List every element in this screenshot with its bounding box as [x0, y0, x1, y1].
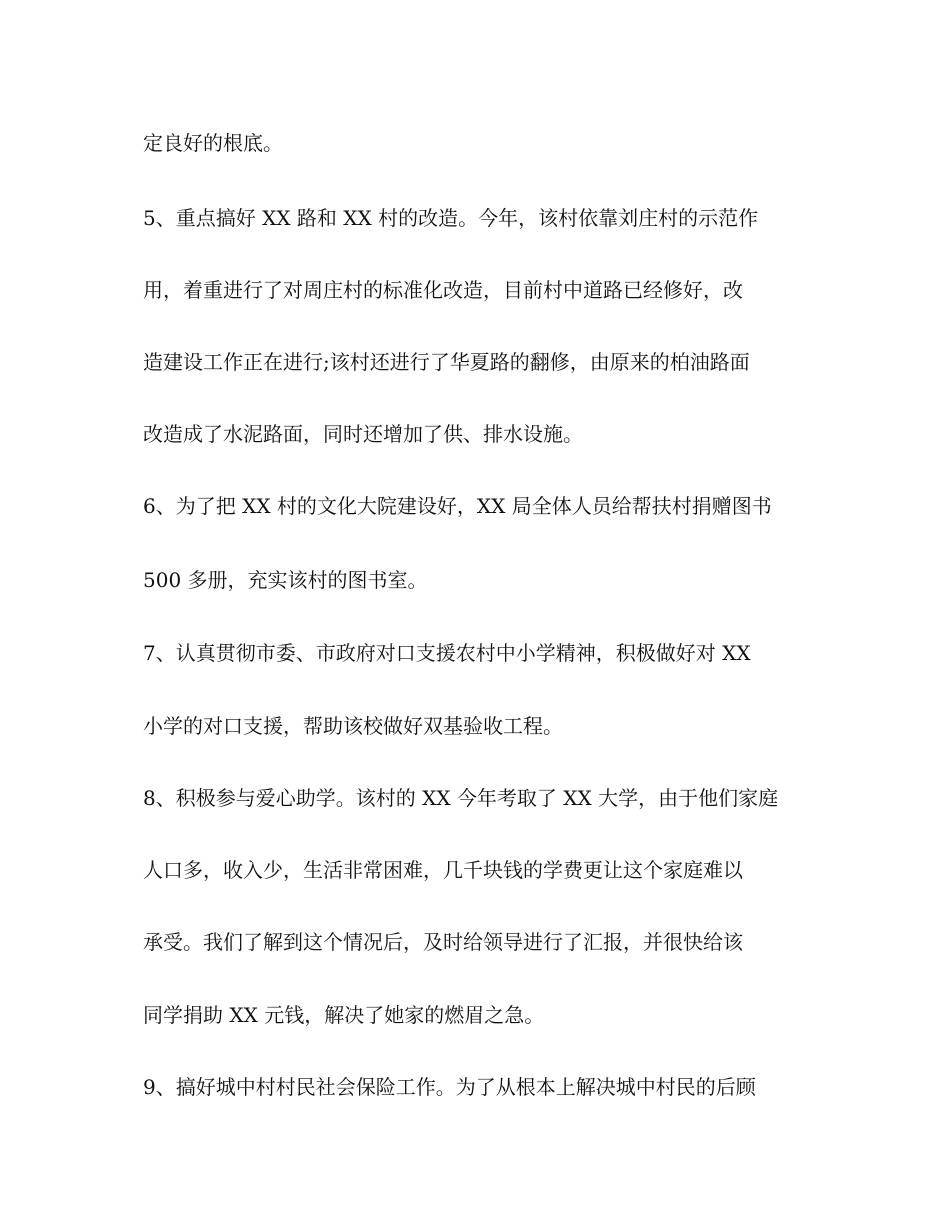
text-line-1: 定良好的根底。 — [143, 131, 283, 155]
text-line-7: 500 多册，充实该村的图书室。 — [143, 568, 428, 592]
text-line-5: 改造成了水泥路面，同时还增加了供、排水设施。 — [143, 422, 583, 446]
text-line-6: 6、为了把 XX 村的文化大院建设好，XX 局全体人员给帮扶村捐赠图书 — [143, 494, 772, 518]
text-line-3: 用，着重进行了对周庄村的标准化改造，目前村中道路已经修好，改 — [143, 278, 743, 302]
text-line-2: 5、重点搞好 XX 路和 XX 村的改造。今年，该村依靠刘庄村的示范作 — [143, 206, 759, 230]
text-line-11: 人口多，收入少，生活非常困难，几千块钱的学费更让这个家庭难以 — [143, 858, 743, 882]
text-line-10: 8、积极参与爱心助学。该村的 XX 今年考取了 XX 大学，由于他们家庭 — [143, 786, 779, 810]
text-line-9: 小学的对口支援，帮助该校做好双基验收工程。 — [143, 714, 563, 738]
text-line-14: 9、搞好城中村村民社会保险工作。为了从根本上解决城中村民的后顾 — [143, 1075, 756, 1099]
text-line-4: 造建设工作正在进行;该村还进行了华夏路的翻修，由原来的柏油路面 — [143, 350, 750, 374]
text-line-13: 同学捐助 XX 元钱，解决了她家的燃眉之急。 — [143, 1003, 545, 1027]
text-line-8: 7、认真贯彻市委、市政府对口支援农村中小学精神，积极做好对 XX — [143, 641, 751, 665]
text-line-12: 承受。我们了解到这个情况后，及时给领导进行了汇报，并很快给该 — [143, 930, 743, 954]
